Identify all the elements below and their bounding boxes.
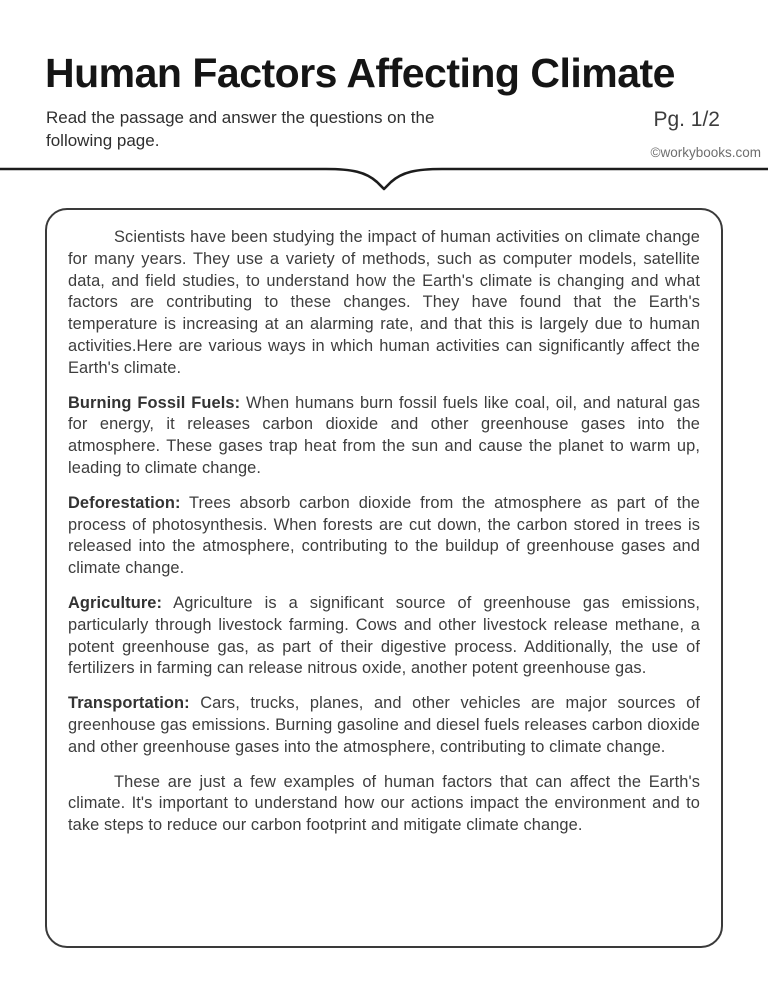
paragraph-intro xyxy=(68,227,700,380)
paragraph-text: Scientists have been studying the impact of human activities on climate change for many years. They use a variety of methods, such as computer models, satellite data, and field studies, to understand how the Earth's climate is changing and what factors are contributing to these changes. They have found that the Earth's temperature is increasing at an alarming rate, and that this is largely due to human activities.Here are various ways in which human activities can significantly affect the Earth's climate. xyxy=(68,228,700,377)
paragraph-text: Agriculture is a significant source of greenhouse gas emissions, particularly through livestock farming. Cows and other livestock release methane, a potent greenhouse gas, as part of their digestive process. Additionally, the use of fertilizers in farming can release nitrous oxide, another potent greenhouse gas. xyxy=(68,593,701,678)
copyright-text: ©workybooks.com xyxy=(650,145,761,160)
paragraph-label: Transportation: xyxy=(68,694,190,713)
paragraph-transportation xyxy=(68,693,700,758)
paragraph-conclusion xyxy=(68,772,700,837)
paragraph-burning-fossil-fuels xyxy=(68,393,700,480)
paragraph-text: When humans burn fossil fuels like coal, oil, and natural gas for energy, it releases carbon dioxide and other greenhouse gases into the atmosphere. These gases trap heat from the sun and cause the planet to warm up, leading to climate change. xyxy=(68,393,700,477)
paragraph-label: Agriculture: xyxy=(68,593,163,612)
divider-notch-line xyxy=(0,158,768,192)
page-number: Pg. 1/2 xyxy=(653,108,720,131)
paragraph-label: Burning Fossil Fuels: xyxy=(68,393,241,412)
page-title: Human Factors Affecting Climate xyxy=(45,50,675,96)
page-header xyxy=(0,0,768,168)
paragraph-text: Cars, trucks, planes, and other vehicles are major sources of greenhouse gas emissions. Burning gasoline and diesel fuels releases carbon dioxide and other greenhouse gases into the atmosphere, contributing to climate change. xyxy=(68,694,700,756)
paragraph-text: These are just a few examples of human factors that can affect the Earth's climate. It's important to understand how our actions impact the environment and to take steps to reduce our carbon footprint and mitigate climate change. xyxy=(68,772,700,835)
paragraph-label: Deforestation: xyxy=(68,493,181,512)
paragraph-text: Trees absorb carbon dioxide from the atmosphere as part of the process of photosynthesis. When forests are cut down, the carbon stored in trees is released into the atmosphere, contributing to the buildup of greenhouse gases and climate change. xyxy=(68,493,700,578)
passage-box xyxy=(45,208,723,948)
paragraph-agriculture xyxy=(68,593,700,680)
paragraph-deforestation xyxy=(68,493,700,580)
instructions-text: Read the passage and answer the questions on the following page. xyxy=(46,108,435,150)
